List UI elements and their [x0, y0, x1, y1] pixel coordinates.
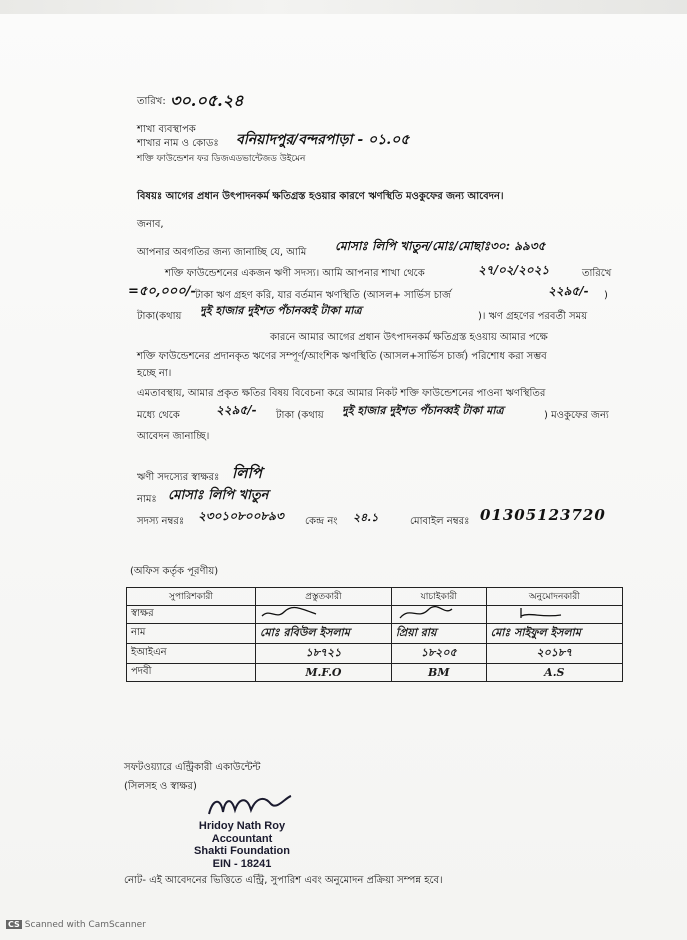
para2-line3: আবেদন জানাচ্ছি।	[137, 431, 210, 442]
scanner-watermark	[6, 920, 146, 930]
table-cell: মোঃ রবিউল ইসলাম	[256, 624, 392, 644]
signature-cell	[391, 606, 486, 624]
table-header: সুপারিশকারী	[127, 588, 256, 606]
para2-words: দুই হাজার দুইশত পঁচানব্বই টাকা মাত্র	[342, 404, 504, 417]
para1-line2-end: তারিখে	[582, 268, 612, 279]
row-label: পদবী	[127, 664, 256, 682]
table-header: অনুমোদনকারী	[486, 588, 622, 606]
member-no: ২৩০১০৮০০৮৯৩	[198, 509, 284, 523]
table-row	[127, 624, 623, 644]
stamp-name: Hridoy Nath Roy	[198, 820, 286, 832]
center-no: ২৪.১	[353, 511, 379, 524]
table-cell: BM	[391, 664, 486, 682]
para1-line5: কারনে আমার আগের প্রধান উৎপাদনকর্ম ক্ষতিগ্রস্ত হওয়ায় আমার পক্ষে	[270, 332, 548, 343]
branch-value: বনিয়াদপুর/বন্দরপাড়া - ০১.০৫	[236, 132, 410, 148]
table-row	[127, 664, 623, 682]
date-label: তারিখ:	[137, 96, 166, 107]
salutation: জনাব,	[137, 219, 164, 230]
org-line: শক্তি ফাউন্ডেশন ফর ডিজএডভান্টেজড উইমেন	[137, 154, 306, 164]
para1-words: দুই হাজার দুইশত পঁচানব্বই টাকা মাত্র	[200, 304, 362, 317]
table-cell: প্রিয়া রায়	[391, 624, 486, 644]
office-section-title: (অফিস কর্তৃক পূরণীয়)	[130, 566, 219, 577]
para2-amount: ২২৯৫/-	[216, 403, 257, 417]
para1-line7: হচ্ছে না।	[137, 368, 172, 379]
footer-note: নোট- এই আবেদনের ভিত্তিতে এন্ট্রি, সুপারিশ এবং অনুমোদন প্রক্রিয়া সম্পন্ন হবে।	[124, 875, 443, 886]
row-label: স্বাক্ষর	[127, 606, 256, 624]
table-row	[127, 606, 623, 624]
table-cell: ১৮২০৫	[391, 644, 486, 664]
signature-cell	[256, 606, 392, 624]
table-cell: M.F.O	[256, 664, 392, 682]
para2-line1: এমতাবস্থায়, আমার প্রকৃত ক্ষতির বিষয় বিবেচনা করে আমার নিকট শক্তি ফাউন্ডেশনের পাওনা ঋণস্থিতির	[137, 388, 546, 399]
table-header: যাচাইকারী	[391, 588, 486, 606]
center-no-label: কেন্দ্র নং	[305, 516, 338, 527]
stamp-org: Shakti Foundation	[194, 845, 290, 858]
stamp-ein: EIN - 18241	[212, 857, 272, 870]
para2-line2c: ) মওকুফের জন্য	[544, 410, 609, 421]
seal-line: (সিলসহ ও স্বাক্ষর)	[124, 781, 197, 792]
table-header-row	[127, 588, 623, 606]
accountant-signature-icon	[205, 792, 295, 822]
signature-cell	[486, 606, 622, 624]
mobile-label: মোবাইল নম্বরঃ	[410, 516, 470, 527]
signature-scribble-icon	[396, 606, 456, 620]
para1-line1: আপনার অবগতির জন্য জানাচ্ছি যে, আমি	[137, 247, 307, 258]
approval-table	[126, 587, 623, 682]
row-label: নাম	[127, 624, 256, 644]
para1-amount: =৫০,০০০/-	[128, 284, 196, 299]
stamp-title: Accountant	[211, 832, 273, 845]
subject: বিষয়ঃ আগের প্রধান উৎপাদনকর্ম ক্ষতিগ্রস্ত হওয়ার কারণে ঋণস্থিতি মওকুফের জন্য আবেদন।	[137, 191, 504, 202]
para1-line3-end: )	[604, 290, 608, 301]
para2-line2b: টাকা (কথায়	[276, 410, 324, 421]
accountant-line: সফটওয়্যারে এন্ট্রিকারী একাউন্টেন্ট	[124, 762, 261, 773]
to-line: শাখা ব্যবস্থাপক	[137, 124, 196, 135]
para1-line6: শক্তি ফাউন্ডেশনের প্রদানকৃত ঋণের সম্পূর্ণ/আংশিক ঋণস্থিতি (আসল+সার্ভিস চার্জ) পরিশোধ করা সম্ভব	[137, 351, 547, 362]
para1-balance: ২২৯৫/-	[548, 284, 589, 298]
date-value: ৩০.০৫.২৪	[170, 91, 244, 110]
table-header: প্রস্তুতকারী	[256, 588, 392, 606]
table-cell: ২০১৮৭	[486, 644, 622, 664]
para1-name: মোসাঃ লিপি খাতুন/মোঃ/মোছাঃ৩০: ৯৯৩৫	[335, 239, 546, 253]
para1-line4: টাকা(কথায়	[137, 311, 182, 322]
row-label: ইআইএন	[127, 644, 256, 664]
para1-line4-end: )। ঋণ গ্রহণের পরবর্তী সময়	[478, 311, 588, 322]
table-row	[127, 644, 623, 664]
table-cell: A.S	[486, 664, 622, 682]
table-cell: মোঃ সাইফুল ইসলাম	[486, 624, 622, 644]
borrower-signature: লিপি	[232, 464, 262, 482]
borrower-name: মোসাঃ লিপি খাতুন	[168, 488, 269, 503]
camscanner-logo-icon: CS	[8, 920, 20, 929]
signature-scribble-icon	[491, 606, 571, 620]
table-cell: ১৮৭২১	[256, 644, 392, 664]
accountant-stamp	[182, 820, 302, 871]
borrower-sig-label: ঋণী সদস্যের স্বাক্ষরঃ	[137, 472, 220, 483]
branch-label: শাখার নাম ও কোডঃ	[137, 138, 219, 149]
borrower-name-label: নামঃ	[137, 494, 157, 505]
para1-line3: টাকা ঋণ গ্রহণ করি, যার বর্তমান ঋণস্থিতি (আসল+ সার্ভিস চার্জ	[195, 290, 451, 301]
para1-line2: শক্তি ফাউন্ডেশনের একজন ঋণী সদস্য। আমি আপনার শাখা থেকে	[165, 268, 425, 279]
mobile-number: 01305123720	[480, 506, 606, 524]
para2-line2a: মধ্যে থেকে	[137, 410, 180, 421]
signature-scribble-icon	[260, 606, 320, 620]
para1-date: ২৭/০২/২০২১	[478, 263, 550, 277]
scan-shadow	[0, 0, 687, 14]
member-no-label: সদস্য নম্বরঃ	[137, 516, 185, 527]
scanner-text: Scanned with CamScanner	[24, 920, 146, 930]
